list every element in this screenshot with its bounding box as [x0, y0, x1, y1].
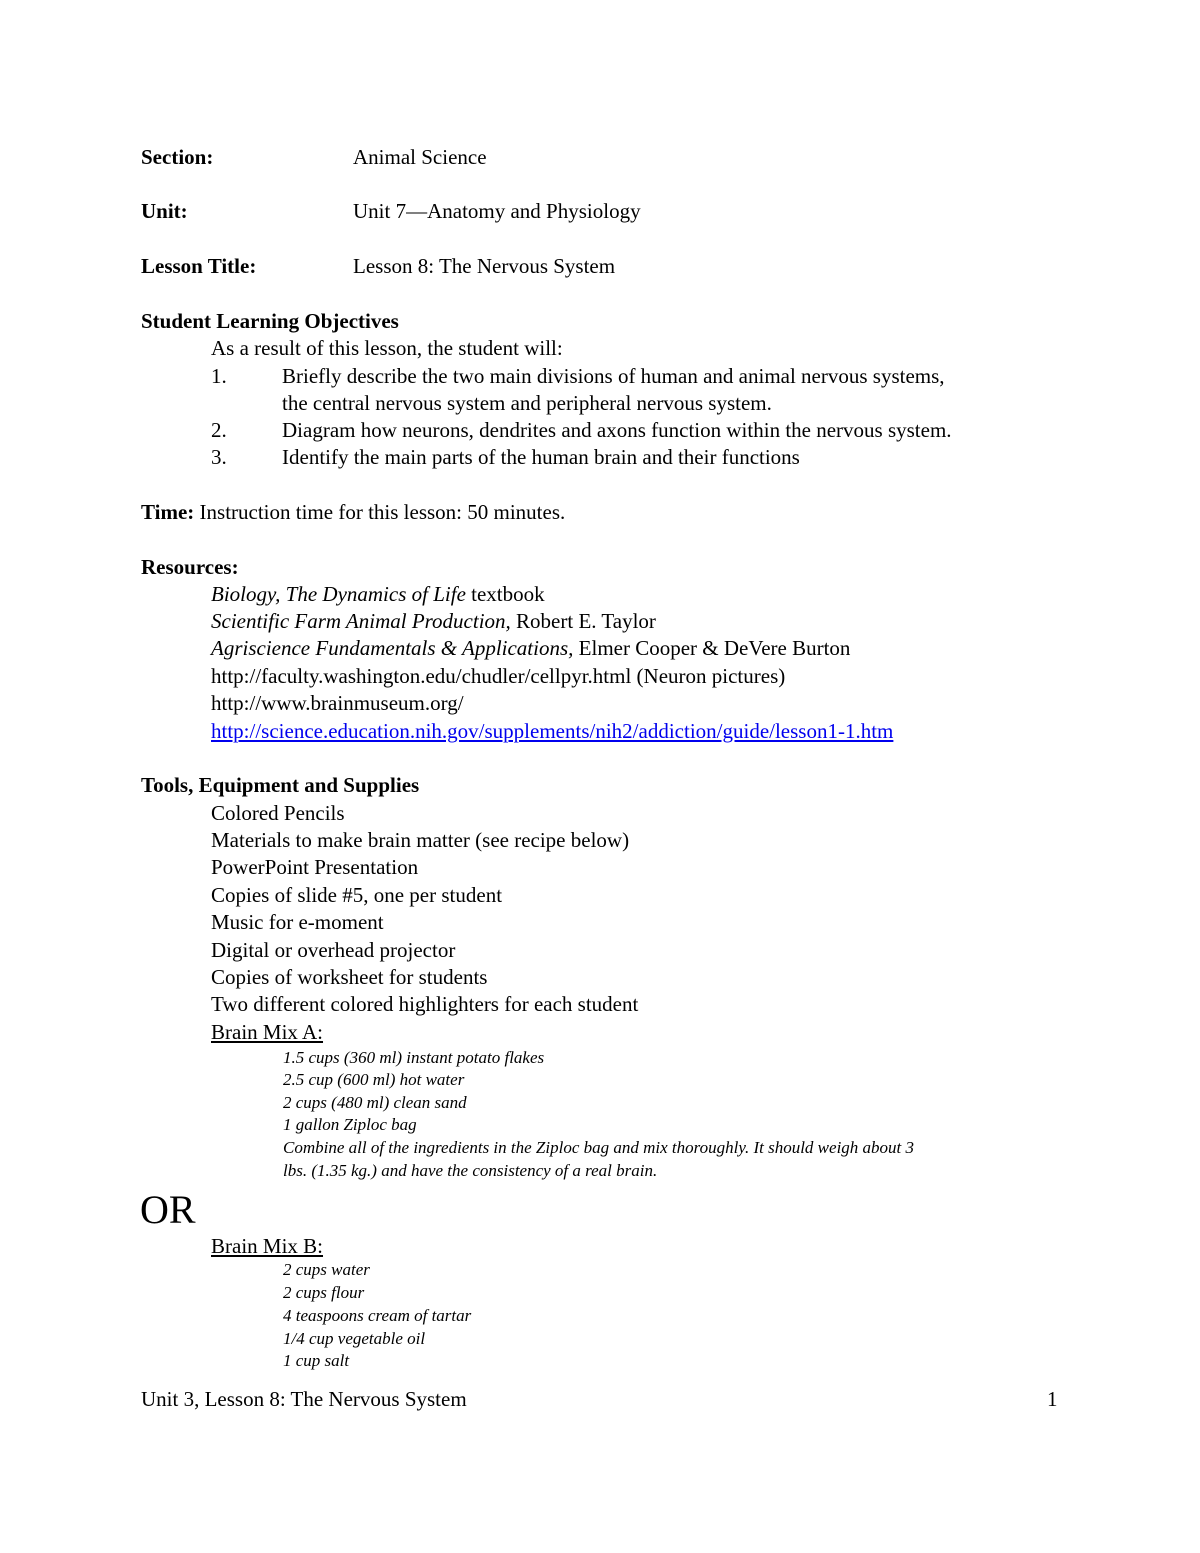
objectives-intro: As a result of this lesson, the student will:: [211, 336, 563, 360]
resource-item: [211, 638, 850, 659]
or-separator: OR: [140, 1187, 196, 1232]
time-line: [141, 502, 565, 523]
recipe-item: 1 gallon Ziploc bag: [283, 1115, 417, 1134]
resource-title: Biology, The Dynamics of Life: [211, 582, 466, 606]
recipe-note-continued: lbs. (1.35 kg.) and have the consistency of a real brain.: [283, 1161, 658, 1180]
recipe-note: Combine all of the ingredients in the Ziploc bag and mix thoroughly. It should weigh about 3: [283, 1138, 915, 1157]
tool-item: Copies of worksheet for students: [211, 965, 488, 989]
resource-title: Agriscience Fundamentals & Applications,: [211, 636, 574, 660]
recipe-item: 2 cups flour: [283, 1283, 365, 1302]
section-label: Section:: [141, 145, 214, 169]
objective-number: 3.: [211, 445, 227, 469]
recipe-item: 1 cup salt: [283, 1351, 350, 1370]
time-label: Time:: [141, 500, 195, 524]
resource-detail: Elmer Cooper & DeVere Burton: [573, 636, 851, 660]
resource-url: http://faculty.washington.edu/chudler/cellpyr.html (Neuron pictures): [211, 664, 786, 688]
unit-label: Unit:: [141, 199, 188, 223]
tool-item: Colored Pencils: [211, 801, 345, 825]
section-value: Animal Science: [353, 145, 487, 169]
brain-mix-a-heading: Brain Mix A:: [211, 1020, 324, 1044]
resource-item: [211, 584, 545, 605]
recipe-item: 1.5 cups (360 ml) instant potato flakes: [283, 1048, 545, 1067]
objective-text: Identify the main parts of the human brain and their functions: [282, 445, 800, 469]
recipe-item: 2 cups (480 ml) clean sand: [283, 1093, 467, 1112]
objective-number: 1.: [211, 364, 227, 388]
tools-heading: Tools, Equipment and Supplies: [141, 773, 420, 797]
objective-text: Diagram how neurons, dendrites and axons function within the nervous system.: [282, 418, 952, 442]
recipe-item: 1/4 cup vegetable oil: [283, 1329, 426, 1348]
objective-text-continued: the central nervous system and peripheral nervous system.: [282, 391, 772, 415]
resource-url: http://www.brainmuseum.org/: [211, 691, 464, 715]
brain-mix-b-heading: Brain Mix B:: [211, 1234, 324, 1258]
tool-item: Materials to make brain matter (see recipe below): [211, 828, 630, 852]
unit-value: Unit 7—Anatomy and Physiology: [353, 199, 641, 223]
resource-title: Scientific Farm Animal Production,: [211, 609, 511, 633]
tool-item: Two different colored highlighters for each student: [211, 992, 639, 1016]
tool-item: Copies of slide #5, one per student: [211, 883, 503, 907]
time-value: Instruction time for this lesson: 50 minutes.: [199, 500, 566, 524]
resource-detail: textbook: [465, 582, 545, 606]
objective-number: 2.: [211, 418, 227, 442]
resource-item: [211, 611, 656, 632]
resources-heading: Resources:: [141, 555, 239, 579]
resource-detail: Robert E. Taylor: [510, 609, 656, 633]
objective-text: Briefly describe the two main divisions of human and animal nervous systems,: [282, 364, 945, 388]
footer-text: Unit 3, Lesson 8: The Nervous System: [141, 1387, 467, 1411]
tool-item: Digital or overhead projector: [211, 938, 456, 962]
recipe-item: 2.5 cup (600 ml) hot water: [283, 1070, 465, 1089]
recipe-item: 4 teaspoons cream of tartar: [283, 1306, 472, 1325]
objectives-heading: Student Learning Objectives: [141, 309, 399, 333]
resource-link[interactable]: http://science.education.nih.gov/supplements/nih2/addiction/guide/lesson1-1.htm: [211, 719, 894, 743]
tool-item: PowerPoint Presentation: [211, 855, 419, 879]
lesson-title-label: Lesson Title:: [141, 254, 257, 278]
tool-item: Music for e-moment: [211, 910, 384, 934]
page-number: 1: [1047, 1387, 1058, 1411]
lesson-title-value: Lesson 8: The Nervous System: [353, 254, 616, 278]
recipe-item: 2 cups water: [283, 1260, 370, 1279]
